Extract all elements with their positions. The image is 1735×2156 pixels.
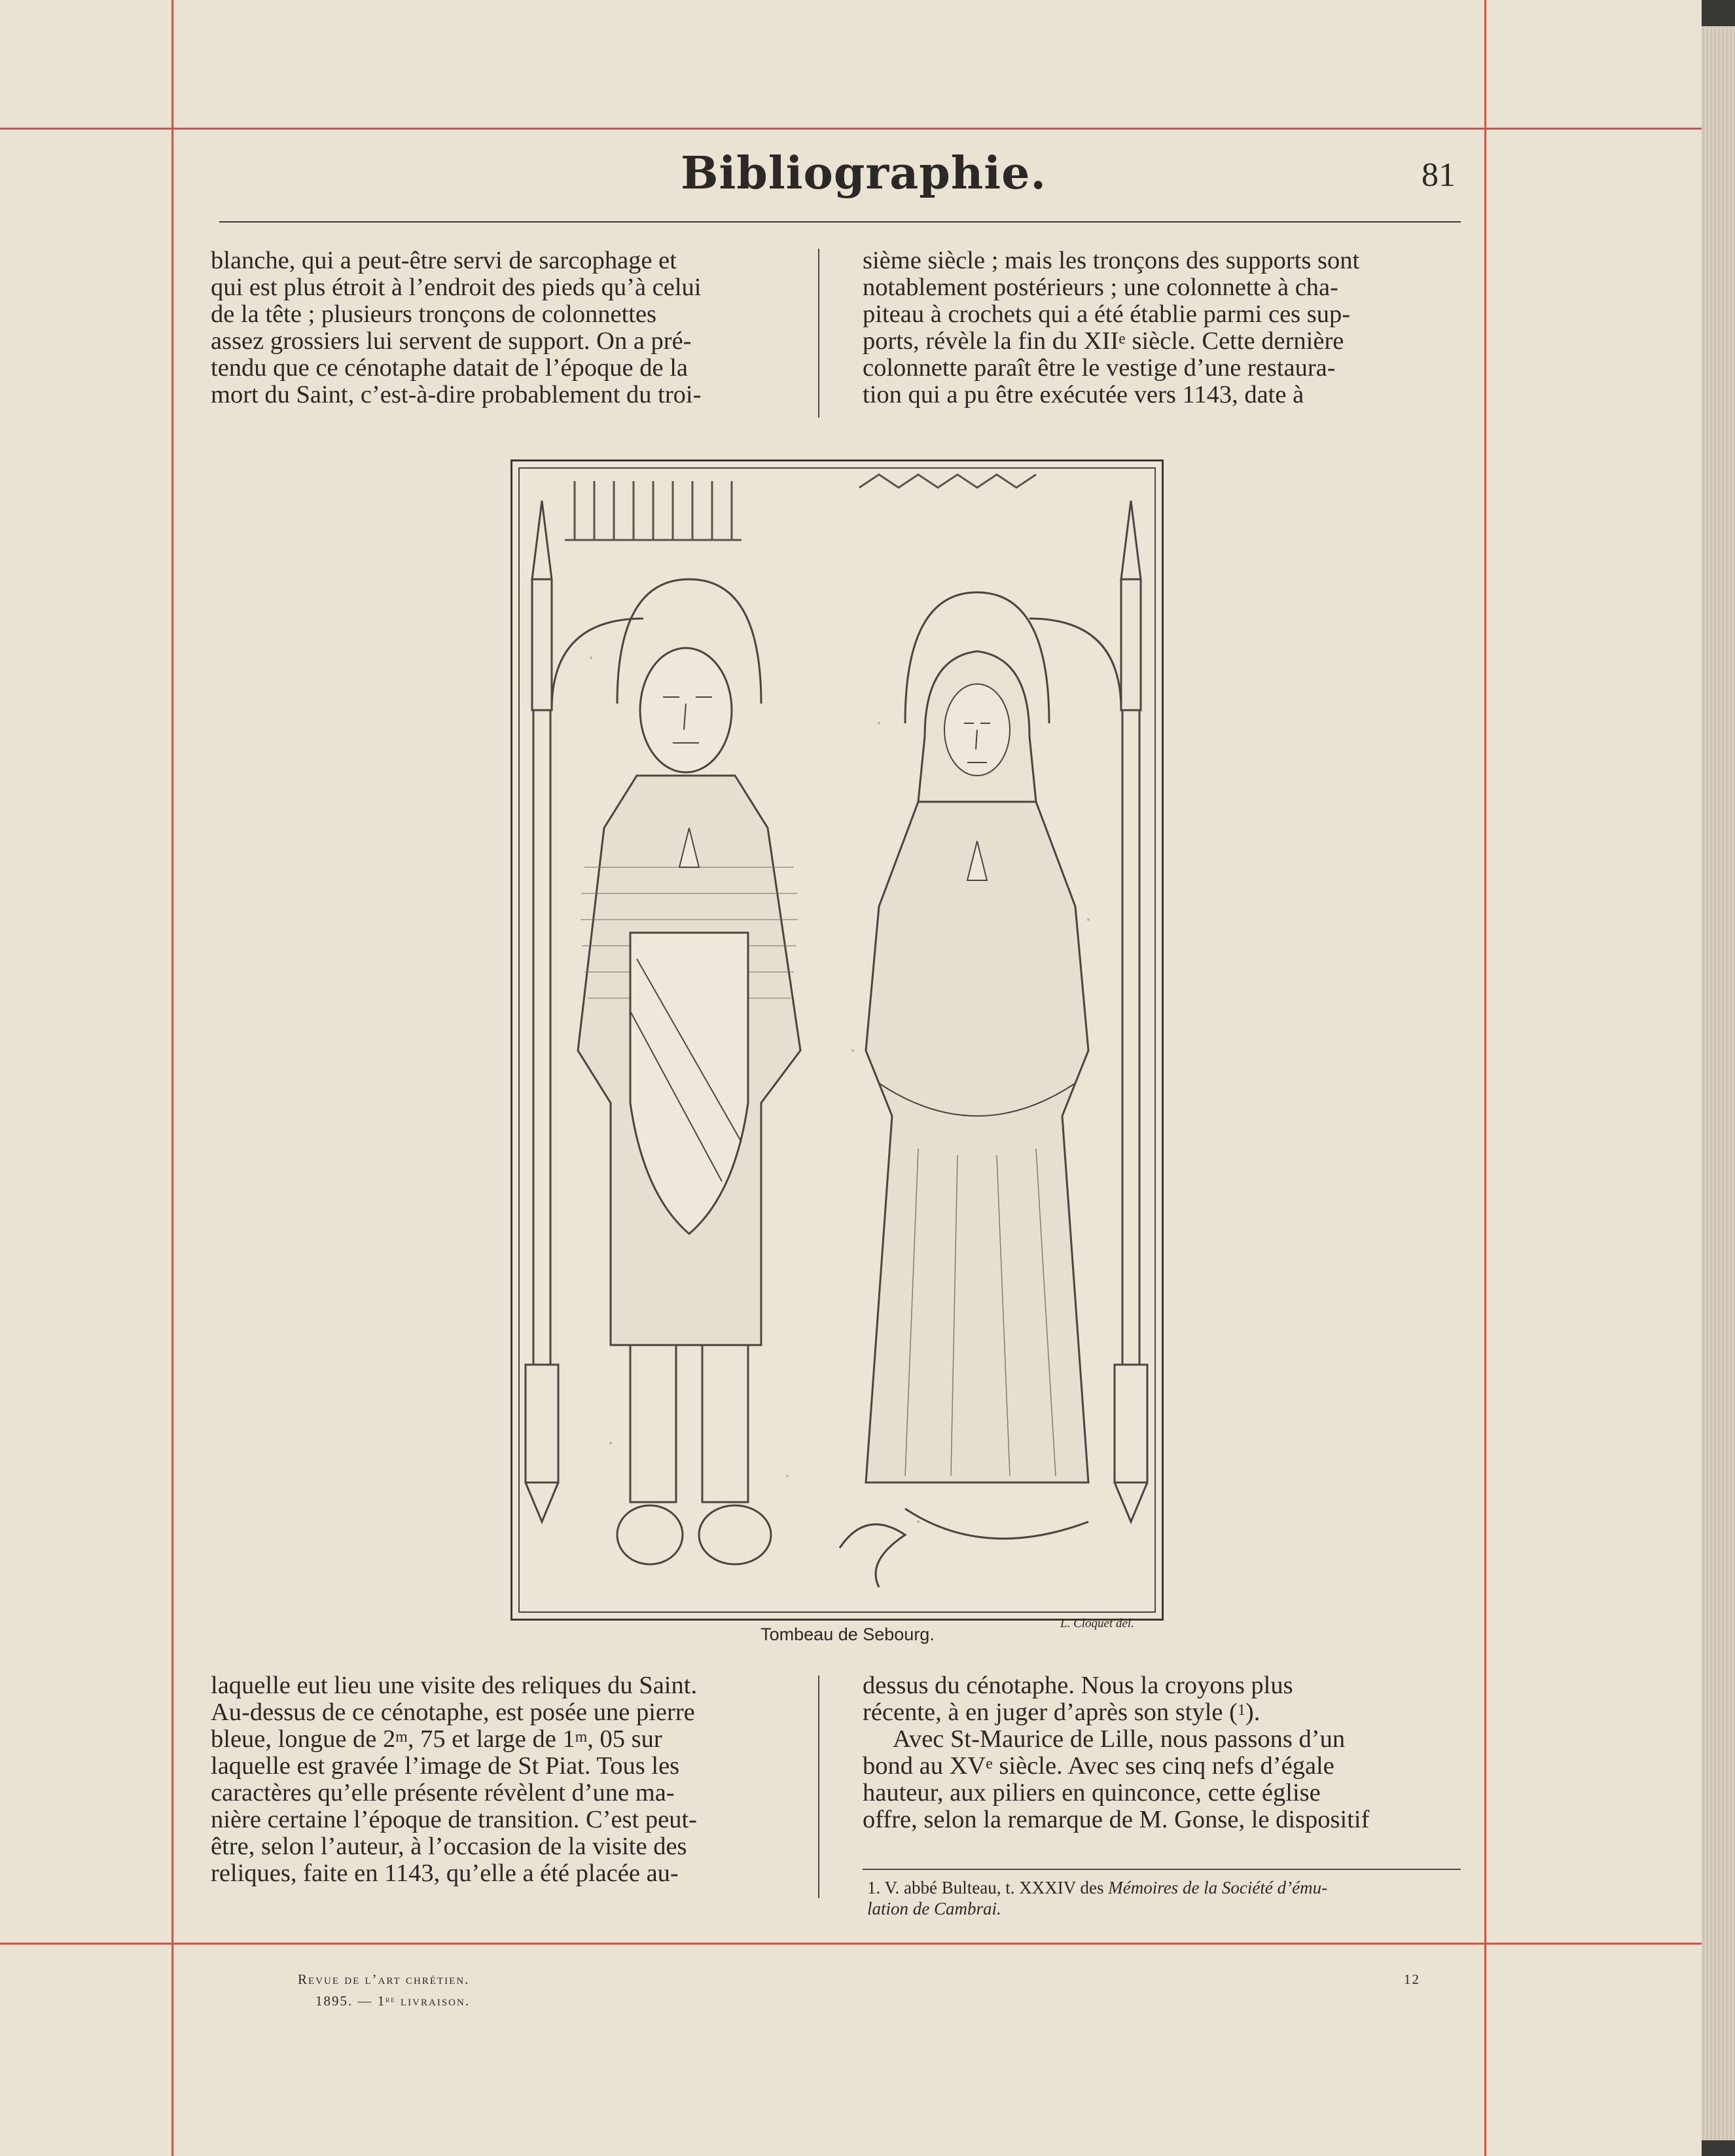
margin-rule-left [171, 0, 173, 2156]
text-line [863, 328, 1461, 355]
text-span: , 75 et large de 1 [407, 1725, 575, 1753]
footnote-title: Mémoires de la Société d’ému- [1108, 1878, 1328, 1897]
figure-caption: Tombeau de Sebourg. [760, 1625, 935, 1644]
bottom-right-column [863, 1672, 1461, 1833]
margin-rule-bottom [0, 1943, 1702, 1945]
text-line: offre, selon la remarque de M. Gonse, le dispositif [863, 1806, 1370, 1833]
footnote [867, 1877, 1459, 1919]
signature-mark: 12 [1404, 1971, 1420, 1987]
text-line: Avec St-Maurice de Lille, nous passons d’un [893, 1725, 1346, 1753]
text-span: ports, révèle la fin du XII [863, 327, 1119, 355]
text-line: notablement postérieurs ; une colonnette à cha- [863, 274, 1338, 301]
footnote-title: lation de Cambrai. [867, 1899, 1001, 1918]
text-span: bond au XV [863, 1752, 986, 1780]
superscript: e [986, 1755, 993, 1772]
text-span: 1895. — 1 [315, 1993, 386, 2009]
superscript: re [385, 1994, 396, 2005]
bottom-left-column [211, 1672, 808, 1887]
superscript: e [1118, 330, 1126, 348]
page-number: 81 [1422, 156, 1456, 194]
text-line: caractères qu’elle présente révèlent d’une ma- [211, 1779, 675, 1806]
header-rule [219, 221, 1461, 223]
margin-rule-right [1484, 0, 1486, 2156]
column-divider-top [818, 249, 819, 418]
text-span: bleue, longue de 2 [211, 1725, 396, 1753]
text-line [863, 1753, 1461, 1780]
text-line: piteau à crochets qui a été établie parmi ces sup- [863, 300, 1351, 328]
text-line: tion qui a pu être exécutée vers 1143, date à [863, 381, 1304, 408]
page-stack-edge [1702, 26, 1735, 2140]
text-span: siècle. Avec ses cinq nefs d’égale [992, 1752, 1334, 1780]
superscript: m [575, 1728, 588, 1746]
text-line: qui est plus étroit à l’endroit des pieds qu’à celui [211, 274, 702, 301]
text-span: , 05 sur [587, 1725, 662, 1753]
text-line: colonnette paraît être le vestige d’une restaura- [863, 354, 1336, 382]
footnote-ref: 1 [1237, 1701, 1245, 1719]
text-line: mort du Saint, c’est-à-dire probablement du troi- [211, 381, 702, 408]
text-line: nière certaine l’époque de transition. C’est peut- [211, 1806, 697, 1833]
column-divider-bottom [818, 1676, 819, 1898]
issue-line [315, 1993, 470, 2009]
text-line [211, 1726, 808, 1753]
top-right-column [863, 247, 1461, 408]
text-line: hauteur, aux piliers en quinconce, cette église [863, 1779, 1321, 1806]
tomb-engraving [510, 459, 1164, 1621]
footnote-rule [863, 1869, 1461, 1870]
text-line: blanche, qui a peut-être servi de sarcophage et [211, 247, 677, 274]
journal-title: Revue de l’art chrétien. [298, 1971, 470, 1987]
top-left-column [211, 247, 808, 408]
text-line: tendu que ce cénotaphe datait de l’époque de la [211, 354, 689, 382]
running-head: Bibliographie. [681, 147, 1047, 200]
text-line: dessus du cénotaphe. Nous la croyons plus [863, 1672, 1293, 1699]
engraver-signature: L. Cloquet del. [1060, 1617, 1134, 1630]
text-line: Au-dessus de ce cénotaphe, est posée une pierre [211, 1698, 695, 1726]
text-line: de la tête ; plusieurs tronçons de colonnettes [211, 300, 657, 328]
footnote-text: 1. V. abbé Bulteau, t. XXXIV des [867, 1878, 1109, 1897]
text-line: assez grossiers lui servent de support. On a pré- [211, 327, 692, 355]
text-span: siècle. Cette dernière [1125, 327, 1344, 355]
text-line: laquelle est gravée l’image de St Piat. Tous les [211, 1752, 680, 1780]
text-line: reliques, faite en 1143, qu’elle a été placée au- [211, 1860, 679, 1887]
text-line: être, selon l’auteur, à l’occasion de la visite des [211, 1833, 687, 1860]
text-line: laquelle eut lieu une visite des reliques du Saint. [211, 1672, 698, 1699]
text-span: livraison. [395, 1993, 471, 2009]
text-line: sième siècle ; mais les tronçons des supports sont [863, 247, 1360, 274]
superscript: m [395, 1728, 408, 1746]
text-line [863, 1699, 1461, 1726]
text-span: ). [1245, 1698, 1261, 1726]
tomb-engraving-drawing [512, 461, 1162, 1619]
margin-rule-top [0, 128, 1702, 130]
text-span: récente, à en juger d’après son style ( [863, 1698, 1238, 1726]
